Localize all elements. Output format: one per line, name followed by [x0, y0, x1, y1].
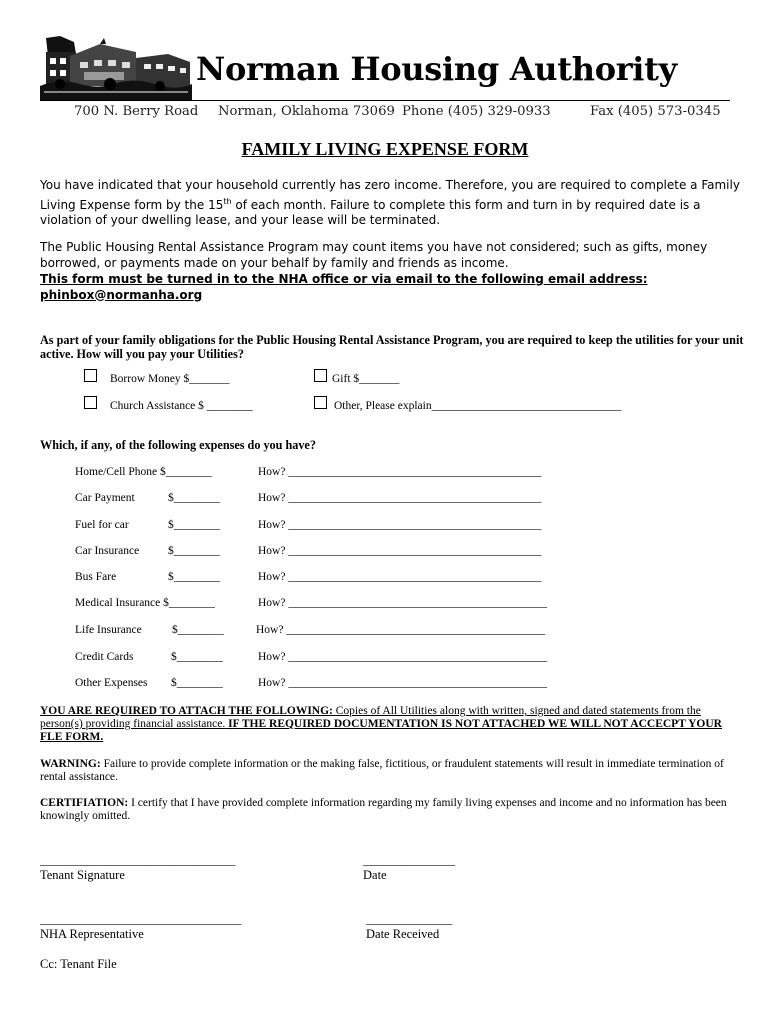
expense-label-car-payment: Car Payment	[75, 492, 135, 504]
intro-paragraph: You have indicated that your household currently has zero income. Therefore, you are required to complete a Family Living Expense form by the 15th of each month. Failure to complete this form and turn in by required date is a violation of your dwelling lease, and your lease will be terminated.	[40, 178, 740, 227]
expense-label-home-phone: Home/Cell Phone $________	[75, 466, 212, 478]
utilities-question: As part of your family obligations for the Public Housing Rental Assistance Program, you are required to keep the utilities for your unit active. How will you pay your Utilities?	[40, 333, 744, 361]
expense-label-car-insurance: Car Insurance	[75, 545, 140, 557]
expense-amount-car-payment[interactable]: $________	[168, 492, 220, 504]
expense-how-other[interactable]: How? _____________________________________________	[258, 677, 548, 689]
date-received-line[interactable]: _______________	[366, 914, 453, 926]
submission-instructions: This form must be turned in to the NHA office or via email to the following email address: phinbox@normanha.org	[40, 272, 648, 302]
housing-authority-logo	[40, 34, 192, 100]
expense-how-fuel[interactable]: How? ____________________________________________	[258, 519, 542, 531]
expense-how-car-insurance[interactable]: How? ____________________________________________	[258, 545, 542, 557]
date-label: Date	[363, 868, 387, 882]
expense-amount-fuel[interactable]: $________	[168, 519, 220, 531]
date-received-label: Date Received	[366, 927, 440, 941]
expense-label-fuel: Fuel for car	[75, 519, 129, 531]
expense-amount-life-insurance[interactable]: $________	[172, 624, 224, 636]
expense-how-credit-cards[interactable]: How? _____________________________________________	[258, 651, 548, 663]
header-divider	[40, 100, 730, 101]
gift-checkbox[interactable]	[314, 369, 327, 382]
warning-notice: WARNING: Failure to provide complete information or the making false, fictitious, or fraudulent statements will result in immediate termination of rental assistance.	[40, 758, 724, 783]
expense-how-home-phone[interactable]: How? ____________________________________________	[258, 466, 542, 478]
church-assistance-label: Church Assistance $ ________	[110, 400, 253, 412]
borrow-money-checkbox[interactable]	[84, 369, 97, 382]
expense-label-bus-fare: Bus Fare	[75, 571, 117, 583]
fax-number: Fax (405) 573-0345	[590, 104, 721, 119]
other-explain-label: Other, Please explain_________________________________	[334, 400, 622, 412]
expense-how-medical-insurance[interactable]: How? _____________________________________________	[258, 597, 548, 609]
gift-label: Gift $_______	[332, 373, 400, 385]
church-assistance-checkbox[interactable]	[84, 396, 97, 409]
phone-number: Phone (405) 329-0933	[402, 104, 551, 119]
form-title: FAMILY LIVING EXPENSE FORM	[241, 139, 529, 159]
expense-amount-other[interactable]: $________	[171, 677, 223, 689]
address: 700 N. Berry Road	[74, 104, 199, 119]
date-line[interactable]: ________________	[363, 855, 455, 867]
expense-label-credit-cards: Credit Cards	[75, 651, 134, 663]
borrow-money-label: Borrow Money $_______	[110, 373, 230, 385]
expense-amount-credit-cards[interactable]: $________	[171, 651, 223, 663]
organization-name: Norman Housing Authority	[196, 50, 677, 88]
city-state-zip: Norman, Oklahoma 73069	[218, 104, 395, 119]
cc-tenant-file: Cc: Tenant File	[40, 957, 117, 971]
expense-how-car-payment[interactable]: How? ____________________________________________	[258, 492, 542, 504]
expense-amount-car-insurance[interactable]: $________	[168, 545, 220, 557]
nha-representative-line[interactable]: ___________________________________	[40, 914, 242, 926]
expense-label-medical-insurance: Medical Insurance $________	[75, 597, 215, 609]
email-address: phinbox@normanha.org	[40, 287, 203, 302]
rental-assistance-paragraph: The Public Housing Rental Assistance Program may count items you have not considered; such as gifts, money borrowed, or payments made on your behalf by family and friends as income.	[40, 240, 708, 270]
expense-amount-bus-fare[interactable]: $________	[168, 571, 220, 583]
expense-label-other: Other Expenses	[75, 677, 148, 689]
attachment-requirements: YOU ARE REQUIRED TO ATTACH THE FOLLOWING: Copies of All Utilities along with written, signed and dated statements from the person(s) providing financial assistance. IF THE REQUIRED DOCUMENTATION IS NOT ATTACHED WE WILL NOT ACCECPT YOUR FLE FORM.	[40, 705, 722, 743]
other-checkbox[interactable]	[314, 396, 327, 409]
expenses-question: Which, if any, of the following expenses do you have?	[40, 438, 316, 452]
expense-label-life-insurance: Life Insurance	[75, 624, 142, 636]
expense-how-life-insurance[interactable]: How? _____________________________________________	[256, 624, 546, 636]
nha-representative-label: NHA Representative	[40, 927, 144, 941]
certification-statement: CERTIFIATION: I certify that I have provided complete information regarding my family living expenses and income and no information has been knowingly omitted.	[40, 797, 727, 822]
expense-how-bus-fare[interactable]: How? ____________________________________________	[258, 571, 542, 583]
tenant-signature-line[interactable]: __________________________________	[40, 855, 236, 867]
tenant-signature-label: Tenant Signature	[40, 868, 125, 882]
